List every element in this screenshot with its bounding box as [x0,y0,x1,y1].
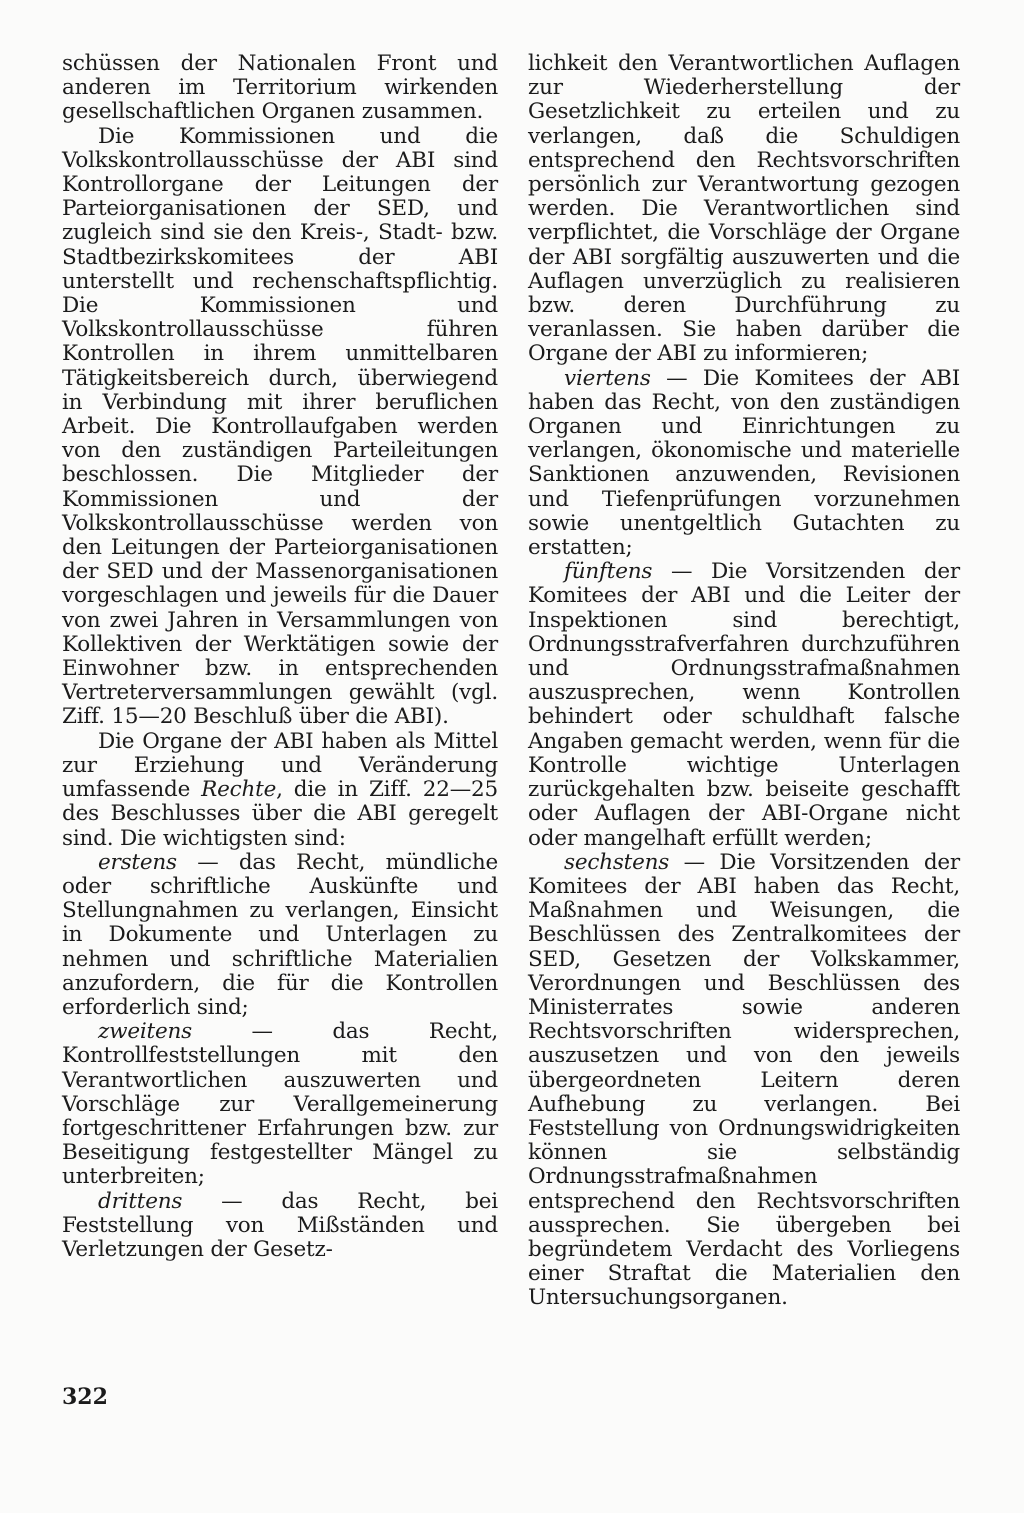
list-item-fifth [528,560,960,850]
paragraph-continuation: schüssen der Nationalen Front und anderen im Territorium wirkenden gesellschaftlichen Organen zusammen. [62,51,498,125]
list-item-first [62,851,498,1020]
list-text: — Die Vorsitzenden der Komitees der ABI haben das Recht, Maßnahmen und Weisungen, die Beschlüssen des Zentralkomitees der SED, Gesetzen der Volkskammer, Verordnungen und Beschlüssen des Ministerrates sowie anderen Rechtsvorschriften widersprechen, auszusetzen und von den jeweils übergeordneten Leitern deren Aufhebung zu verlangen. Bei Feststellung von Ordnungswidrigkeiten können sie selbständig Ordnungsstrafmaßnahmen entsprechend den Rechtsvorschriften aussprechen. Sie übergeben bei begründetem Verdacht des Vorliegens einer Straftat die Materialien den Untersuchungsorganen. [528,849,960,1311]
rights-term: Rechte [201,777,277,803]
rights-intro-text: Die Organe der ABI haben als Mittel zur Erziehung und Veränderung umfassende [62,728,498,803]
list-text: — das Recht, bei Feststellung von Mißständen und Verletzungen der Gesetz- [62,1188,498,1262]
list-label: drittens [98,1188,183,1214]
list-item-fourth [528,367,960,561]
list-text: — das Recht, Kontrollfeststellungen mit den Verantwortlichen auszuwerten und Vorschläge zur Verallgemeinerung fortgeschrittener Erfahrungen bzw. zur Beseitigung festgestellter Mängel zu unterbreiten; [62,1019,498,1190]
list-label: viertens [564,365,651,391]
list-item-second [62,1020,498,1189]
list-text: — das Recht, mündliche oder schriftliche Auskünfte und Stellungnahmen zu verlangen, Einsicht in Dokumente und Unterlagen zu nehmen und schriftliche Materialien anzufordern, die für die Kontrollen erforderlich sind; [62,849,498,1020]
list-text: — Die Vorsitzenden der Komitees der ABI und die Leiter der Inspektionen sind berechtigt, Ordnungsstrafverfahren durchzuführen und Ordnungsstrafmaßnahmen auszusprechen, wenn Kontrollen behindert oder schuldhaft falsche Angaben gemacht werden, wenn für die Kontrolle wichtige Unterlagen zurückgehalten bzw. beiseite geschafft oder Auflagen der ABI-Organe nicht oder mangelhaft erfüllt werden; [528,559,960,851]
list-label: fünftens [564,559,653,585]
list-label: zweitens [98,1019,192,1045]
paragraph-commissions: Die Kommissionen und die Volkskontrollausschüsse der ABI sind Kontrollorgane der Leitungen der Parteiorganisationen der SED, und zugleich sind sie den Kreis-, Stadt- bzw. Stadtbezirkskomitees der ABI unterstellt und rechenschaftspflichtig. Die Kommissionen und Volkskontrollausschüsse führen Kontrollen in ihrem unmittelbaren Tätigkeitsbereich durch, überwiegend in Verbindung mit ihrer beruflichen Arbeit. Die Kontrollaufgaben werden von den zuständigen Parteileitungen beschlossen. Die Mitglieder der Kommissionen und der Volkskontrollausschüsse werden von den Leitungen der Parteiorganisationen der SED und der Massenorganisationen vorgeschlagen und jeweils für die Dauer von zwei Jahren in Versammlungen von Kollektiven der Werktätigen sowie der Einwohner bzw. in entsprechenden Vertreterversammlungen gewählt (vgl. Ziff. 15—20 Beschluß über die ABI). [62,123,498,730]
page-number: 322 [62,1384,108,1410]
right-column [528,52,960,1311]
rights-intro-text-end: , die in Ziff. 22—25 des Beschlusses über die ABI geregelt sind. Die wichtigsten sind: [62,777,498,851]
paragraph-rights-intro [62,730,498,851]
list-text: — Die Komitees der ABI haben das Recht, von den zuständigen Organen und Einrichtungen zu verlangen, ökonomische und materielle Sanktionen anzuwenden, Revisionen und Tiefenprüfungen vorzunehmen sowie unentgeltlich Gutachten zu erstatten; [528,365,960,561]
list-label: sechstens [564,849,670,875]
list-label: erstens [98,849,177,875]
list-item-sixth [528,851,960,1311]
paragraph-continuation-right: lichkeit den Verantwortlichen Auflagen zur Wiederherstellung der Gesetzlichkeit zu erteilen und zu verlangen, daß die Schuldigen entsprechend den Rechtsvorschriften persönlich zur Verantwortung gezogen werden. Die Verantwortlichen sind verpflichtet, die Vorschläge der Organe der ABI sorgfältig auszuwerten und die Auflagen unverzüglich zu realisieren bzw. deren Durchführung zu veranlassen. Sie haben darüber die Organe der ABI zu informieren; [528,51,960,367]
left-column [62,52,498,1262]
list-item-third [62,1190,498,1263]
